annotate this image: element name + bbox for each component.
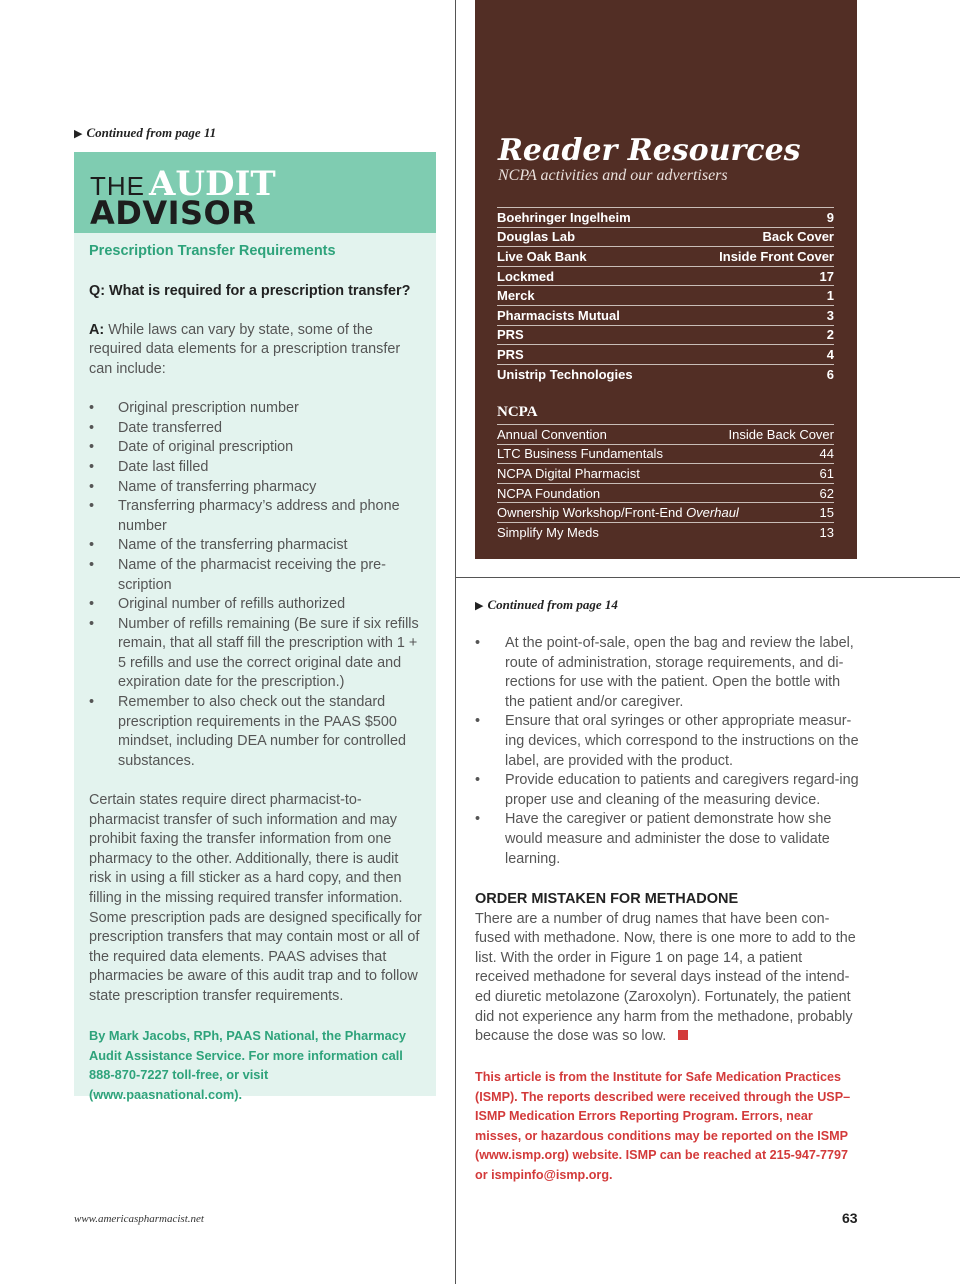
audit-paragraph: Certain states require direct pharmacist-to-pharmacist transfer of such information and may prohibit faxing the transfer information from one pharmacy to the other. Additionally, there is audit risk in using a fill sticker as a hard copy, and then filling in the missing required transfer information. Some prescription pads are designed specifically for prescription transfers that may contain most or all of the required data elements. PAAS advises that pharmacies be aware of this audit trap and to follow state prescription transfer requirements.: [89, 792, 422, 1004]
resource-page: Inside Front Cover: [719, 248, 834, 264]
resource-name: LTC Business Fundamentals: [497, 446, 663, 462]
bullet-icon: •: [89, 498, 95, 515]
footer-url[interactable]: www.americaspharmacist.net: [74, 1213, 204, 1225]
resource-page: 17: [819, 268, 834, 284]
list-item: • Provide education to patients and caregivers regard-ing proper use and cleaning of the measuring device.: [475, 772, 859, 808]
resource-row: [497, 522, 834, 542]
resource-row: [497, 444, 834, 464]
resource-page: Back Cover: [762, 229, 834, 245]
bullet-icon: •: [89, 419, 95, 436]
triangle-right-icon: ▶: [475, 600, 484, 612]
list-item: • At the point-of-sale, open the bag and review the label, route of administration, storage requirements, and di-rections for use with the patient. Open the bottle with the patient and/or caregiver.: [475, 635, 854, 710]
resource-page: 62: [819, 485, 834, 501]
methadone-paragraph: There are a number of drug names that have been con-fused with methadone. Now, there is one more to add to the list. With the order in Figure 1 on page 14, a patient received methadone for several days instead of the intend-ed diuretic metolazone (Zaroxolyn). Fortunately, the patient did not experience any harm from the methadone, probably because the dose was so low.: [475, 910, 856, 1045]
ncpa-heading: NCPA: [497, 404, 538, 420]
list-item: • Original number of refills authorized: [89, 595, 424, 615]
audit-answer: A: While laws can vary by state, some of the required data elements for a prescription transfer can include:: [89, 321, 401, 377]
column-divider: [455, 0, 456, 1284]
resource-row: [497, 246, 834, 266]
resource-name: NCPA Foundation: [497, 485, 601, 501]
resource-page: 6: [826, 366, 834, 382]
ismp-note-section: [475, 1068, 860, 1186]
resource-name: Boehringer Ingelheim: [497, 209, 631, 225]
bullet-icon: •: [89, 694, 95, 711]
methadone-heading: ORDER MISTAKEN FOR METHADONE: [475, 891, 739, 907]
resource-name: PRS: [497, 327, 524, 343]
resource-row: [497, 285, 834, 305]
methadone-section: [475, 890, 860, 1047]
bullet-icon: •: [89, 596, 95, 613]
title-audit: AUDIT: [149, 164, 276, 204]
resource-page: 61: [819, 465, 834, 481]
resource-page: 13: [819, 524, 834, 540]
ncpa-table: [497, 424, 834, 542]
bullet-icon: •: [89, 615, 95, 632]
resource-page: 9: [826, 209, 834, 225]
list-item: • Date transferred: [89, 419, 424, 439]
resource-page: 4: [826, 346, 834, 362]
resource-name: Ownership Workshop/Front-End Overhaul: [497, 505, 739, 521]
resource-row: [497, 463, 834, 483]
audit-advisor-body: [89, 242, 424, 1105]
resource-page: 44: [819, 446, 834, 462]
resource-page: 15: [819, 505, 834, 521]
advertisers-table: [497, 207, 834, 383]
resource-row: [497, 344, 834, 364]
resource-row: [497, 502, 834, 522]
resource-page: 2: [826, 327, 834, 343]
continued-note-left: ▶ Continued from page 11: [74, 125, 217, 140]
right-bullets: [475, 634, 860, 869]
bullet-icon: •: [89, 458, 95, 475]
requirements-list: [89, 399, 424, 771]
list-item: • Date of original prescription: [89, 438, 424, 458]
bullet-icon: •: [89, 400, 95, 417]
resource-row: [497, 305, 834, 325]
list-item: • Name of the transferring pharmacist: [89, 536, 424, 556]
resource-name: NCPA Digital Pharmacist: [497, 465, 640, 481]
resource-name: Lockmed: [497, 268, 555, 284]
reader-resources-title: Reader Resources: [498, 133, 801, 168]
list-item: • Number of refills remaining (Be sure if six refills remain, that all staff fill the prescription with 1 + 5 refills and use the correct original date and expiration date for the prescription.): [89, 615, 419, 691]
page-number: 63: [842, 1210, 858, 1226]
counseling-list: [475, 634, 860, 869]
list-item: • Name of the pharmacist receiving the pre-scription: [89, 556, 386, 593]
resource-page: 3: [826, 307, 834, 323]
audit-advisor-box: [74, 152, 436, 1102]
resource-page: Inside Back Cover: [728, 426, 834, 442]
list-item: • Original prescription number: [89, 399, 424, 419]
title-the: THE: [90, 171, 145, 201]
continued-note-right: ▶ Continued from page 14: [475, 597, 618, 612]
end-mark-icon: [678, 1030, 688, 1040]
list-item: • Have the caregiver or patient demonstrate how she would measure and administer the dose to validate learning.: [475, 811, 832, 867]
audit-subhead: Prescription Transfer Requirements: [89, 243, 336, 259]
resource-row: [497, 325, 834, 345]
bullet-icon: •: [475, 713, 481, 730]
audit-byline: By Mark Jacobs, RPh, PAAS National, the Pharmacy Audit Assistance Service. For more information call 888-870-7227 toll-free, or visit (www.paasnational.com).: [89, 1028, 406, 1102]
list-item: • Name of transferring pharmacy: [89, 478, 424, 498]
resource-name: Live Oak Bank: [497, 248, 587, 264]
triangle-right-icon: ▶: [74, 128, 83, 140]
resource-row: [497, 227, 834, 247]
resource-name: Merck: [497, 288, 535, 304]
resource-name: Pharmacists Mutual: [497, 307, 620, 323]
resource-name: Simplify My Meds: [497, 524, 599, 540]
resource-name: Unistrip Technologies: [497, 366, 633, 382]
bullet-icon: •: [89, 439, 95, 456]
bullet-icon: •: [89, 537, 95, 554]
resource-name: Douglas Lab: [497, 229, 576, 245]
list-item: • Date last filled: [89, 458, 424, 478]
list-item: • Transferring pharmacy’s address and phone number: [89, 498, 400, 534]
resource-name: Annual Convention: [497, 426, 607, 442]
audit-question: Q: What is required for a prescription transfer?: [89, 282, 411, 299]
list-item: • Remember to also check out the standard prescription requirements in the PAAS $500 mindset, including DEA number for controlled substances.: [89, 694, 406, 769]
bullet-icon: •: [475, 811, 481, 828]
resource-page: 1: [826, 288, 834, 304]
list-item: • Ensure that oral syringes or other appropriate measur-ing devices, which correspond to the instructions on the label, are provided with the product.: [475, 713, 859, 769]
reader-resources-subtitle: NCPA activities and our advertisers: [498, 167, 728, 184]
resource-row: [497, 424, 834, 444]
section-divider: [455, 577, 960, 578]
resource-row: [497, 364, 834, 384]
bullet-icon: •: [89, 478, 95, 495]
title-advisor: ADVISOR: [90, 194, 257, 232]
bullet-icon: •: [475, 772, 481, 789]
resource-row: [497, 483, 834, 503]
reader-resources-panel: [475, 0, 857, 559]
resource-row: [497, 266, 834, 286]
bullet-icon: •: [89, 556, 95, 573]
resource-row: [497, 207, 834, 227]
ismp-note: This article is from the Institute for Safe Medication Practices (ISMP). The reports described were received through the USP–ISMP Medication Errors Reporting Program. Errors, near misses, or hazardous conditions may be reported on the ISMP (www.ismp.org) website. ISMP can be reached at 215-947-7797 or ismpinfo@ismp.org.: [475, 1070, 851, 1182]
bullet-icon: •: [475, 635, 481, 651]
audit-advisor-header: [74, 152, 436, 233]
resource-name: PRS: [497, 346, 524, 362]
